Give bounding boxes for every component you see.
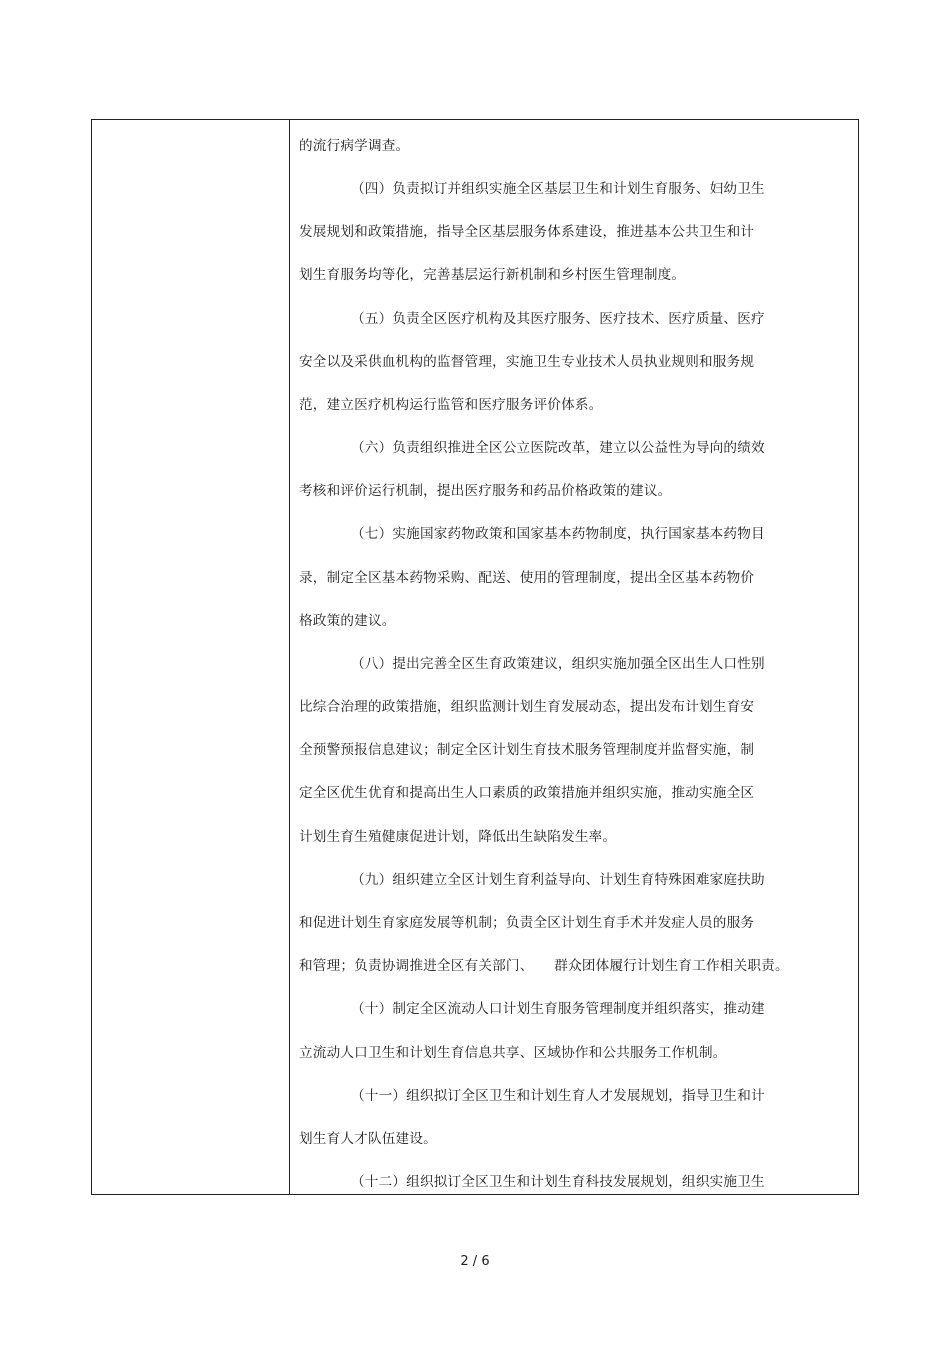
text-line: （五）负责全区医疗机构及其医疗服务、医疗技术、医疗质量、医疗: [351, 311, 765, 327]
text-line: 范，建立医疗机构运行监管和医疗服务评价体系。: [299, 397, 603, 413]
text-line: （十二）组织拟订全区卫生和计划生育科技发展规划，组织实施卫生: [351, 1174, 765, 1190]
text-line: （九）组织建立全区计划生育利益导向、计划生育特殊困难家庭扶助: [351, 872, 765, 888]
table-left-cell: [92, 120, 290, 1194]
text-line: （七）实施国家药物政策和国家基本药物制度，执行国家基本药物目: [351, 526, 765, 542]
text-line: 和管理；负责协调推进全区有关部门、 群众团体履行计划生育工作相关职责。: [299, 958, 789, 974]
text-line: 的流行病学调查。: [299, 138, 410, 154]
text-line: 比综合治理的政策措施，组织监测计划生育发展动态，提出发布计划生育安: [299, 699, 755, 715]
text-line: 格政策的建议。: [299, 613, 396, 629]
text-line: 立流动人口卫生和计划生育信息共享、区域协作和公共服务工作机制。: [299, 1045, 727, 1061]
text-line: 划生育人才队伍建设。: [299, 1131, 437, 1147]
text-line: 发展规划和政策措施，指导全区基层服务体系建设，推进基本公共卫生和计: [299, 224, 755, 240]
document-table: [91, 119, 859, 1195]
text-line: 全预警预报信息建议；制定全区计划生育技术服务管理制度并监督实施，制: [299, 742, 755, 758]
text-line: 划生育服务均等化，完善基层运行新机制和乡村医生管理制度。: [299, 267, 686, 283]
table-content-cell: [291, 120, 858, 1194]
text-line: 考核和评价运行机制，提出医疗服务和药品价格政策的建议。: [299, 483, 672, 499]
text-line: （十一）组织拟订全区卫生和计划生育人才发展规划，指导卫生和计: [351, 1088, 765, 1104]
text-line: 计划生育生殖健康促进计划，降低出生缺陷发生率。: [299, 829, 617, 845]
text-line: 录，制定全区基本药物采购、配送、使用的管理制度，提出全区基本药物价: [299, 570, 755, 586]
text-line: （八）提出完善全区生育政策建议，组织实施加强全区出生人口性别: [351, 656, 765, 672]
text-line: （四）负责拟订并组织实施全区基层卫生和计划生育服务、妇幼卫生: [351, 181, 765, 197]
page-number: 2 / 6: [460, 1254, 490, 1269]
text-line: 定全区优生优育和提高出生人口素质的政策措施并组织实施，推动实施全区: [299, 785, 755, 801]
text-line: （六）负责组织推进全区公立医院改革，建立以公益性为导向的绩效: [351, 440, 765, 456]
text-line: （十）制定全区流动人口计划生育服务管理制度并组织落实，推动建: [351, 1001, 765, 1017]
text-line: 安全以及采供血机构的监督管理，实施卫生专业技术人员执业规则和服务规: [299, 354, 755, 370]
text-line: 和促进计划生育家庭发展等机制；负责全区计划生育手术并发症人员的服务: [299, 915, 755, 931]
